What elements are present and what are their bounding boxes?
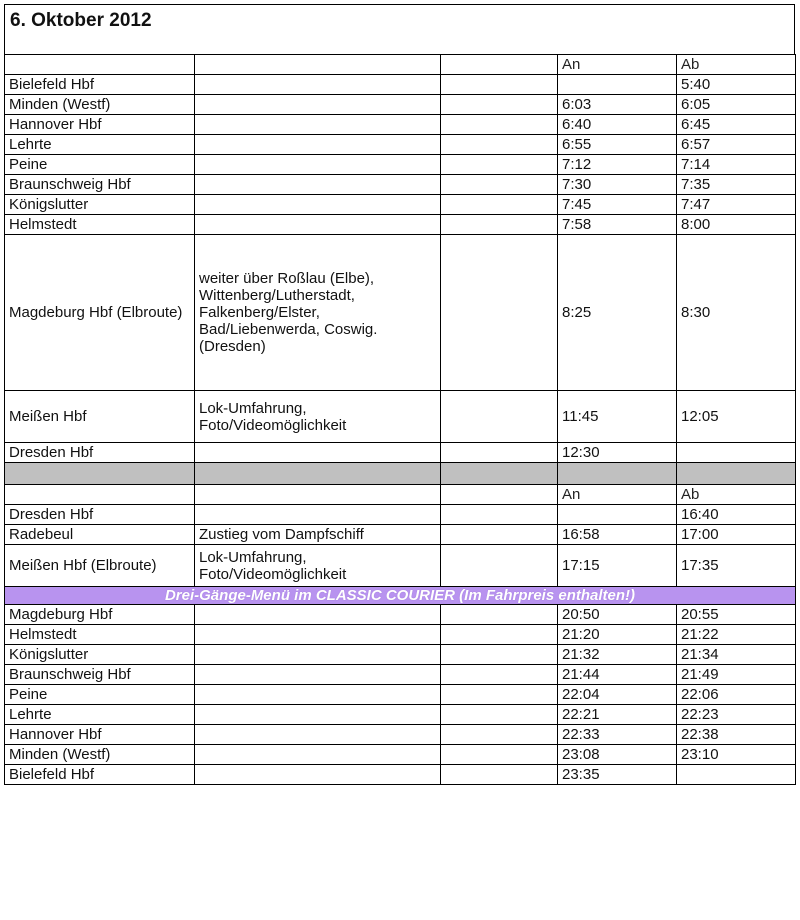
timetable-document (4, 4, 795, 785)
station-name: Helmstedt (5, 215, 195, 235)
table-row (5, 155, 796, 175)
departure-time: 21:22 (677, 625, 796, 645)
stop-note (195, 443, 441, 463)
departure-time: 6:57 (677, 135, 796, 155)
departure-time: 22:06 (677, 685, 796, 705)
header-ab: Ab (677, 55, 796, 75)
arrival-time: 8:25 (558, 235, 677, 391)
table-row (5, 765, 796, 785)
arrival-time: 23:08 (558, 745, 677, 765)
departure-time: 7:14 (677, 155, 796, 175)
departure-time: 5:40 (677, 75, 796, 95)
station-name: Lehrte (5, 705, 195, 725)
stop-note (195, 135, 441, 155)
departure-time: 21:34 (677, 645, 796, 665)
stop-note (195, 665, 441, 685)
spacer-cell (441, 391, 558, 443)
spacer-cell (441, 705, 558, 725)
departure-time: 22:23 (677, 705, 796, 725)
stop-note (195, 765, 441, 785)
spacer-cell (441, 605, 558, 625)
spacer-cell (441, 625, 558, 645)
table-row (5, 645, 796, 665)
arrival-time: 22:33 (558, 725, 677, 745)
stop-note (195, 155, 441, 175)
station-name: Dresden Hbf (5, 505, 195, 525)
station-name: Lehrte (5, 135, 195, 155)
spacer-cell (441, 745, 558, 765)
table-row (5, 625, 796, 645)
station-name: Braunschweig Hbf (5, 665, 195, 685)
departure-time: 16:40 (677, 505, 796, 525)
separator-row (5, 463, 796, 485)
station-name: Meißen Hbf (Elbroute) (5, 545, 195, 587)
stop-note: Lok-Umfahrung, Foto/Videomöglichkeit (195, 545, 441, 587)
station-name: Peine (5, 155, 195, 175)
menu-banner: Drei-Gänge-Menü im CLASSIC COURIER (Im Fahrpreis enthalten!) (5, 587, 796, 605)
station-name: Helmstedt (5, 625, 195, 645)
separator-cell (558, 463, 677, 485)
departure-time: 8:00 (677, 215, 796, 235)
arrival-time: 22:04 (558, 685, 677, 705)
separator-cell (5, 463, 195, 485)
spacer-cell (441, 95, 558, 115)
departure-time (677, 443, 796, 463)
stop-note (195, 115, 441, 135)
arrival-time: 7:30 (558, 175, 677, 195)
station-name: Königslutter (5, 645, 195, 665)
stop-note (195, 645, 441, 665)
station-name: Dresden Hbf (5, 443, 195, 463)
header-row-outbound (5, 55, 796, 75)
header-empty-cell (441, 55, 558, 75)
spacer-cell (441, 75, 558, 95)
spacer-cell (441, 235, 558, 391)
table-row (5, 135, 796, 155)
stop-note: Zustieg vom Dampfschiff (195, 525, 441, 545)
table-row (5, 115, 796, 135)
table-row (5, 745, 796, 765)
station-name: Hannover Hbf (5, 725, 195, 745)
arrival-time: 21:20 (558, 625, 677, 645)
spacer-cell (441, 115, 558, 135)
arrival-time: 20:50 (558, 605, 677, 625)
station-name: Peine (5, 685, 195, 705)
table-row (5, 75, 796, 95)
stop-note (195, 95, 441, 115)
station-name: Meißen Hbf (5, 391, 195, 443)
header-row-return (5, 485, 796, 505)
arrival-time: 6:55 (558, 135, 677, 155)
station-name: Minden (Westf) (5, 745, 195, 765)
page-title: 6. Oktober 2012 (10, 10, 152, 31)
stop-note: Lok-Umfahrung, Foto/Videomöglichkeit (195, 391, 441, 443)
station-name: Minden (Westf) (5, 95, 195, 115)
arrival-time: 6:40 (558, 115, 677, 135)
departure-time: 7:47 (677, 195, 796, 215)
stop-note (195, 625, 441, 645)
spacer-cell (441, 645, 558, 665)
arrival-time: 12:30 (558, 443, 677, 463)
spacer-cell (441, 525, 558, 545)
table-row (5, 525, 796, 545)
station-name: Bielefeld Hbf (5, 765, 195, 785)
departure-time: 8:30 (677, 235, 796, 391)
table-row (5, 215, 796, 235)
header-empty-cell (441, 485, 558, 505)
stop-note (195, 725, 441, 745)
table-row (5, 235, 796, 391)
arrival-time: 11:45 (558, 391, 677, 443)
table-row (5, 705, 796, 725)
separator-cell (195, 463, 441, 485)
arrival-time: 22:21 (558, 705, 677, 725)
arrival-time: 16:58 (558, 525, 677, 545)
spacer-cell (441, 155, 558, 175)
header-an: An (558, 55, 677, 75)
table-row (5, 95, 796, 115)
stop-note (195, 75, 441, 95)
table-row (5, 505, 796, 525)
table-row (5, 175, 796, 195)
spacer-cell (441, 195, 558, 215)
title-box (4, 4, 795, 54)
station-name: Hannover Hbf (5, 115, 195, 135)
spacer-cell (441, 665, 558, 685)
spacer-cell (441, 215, 558, 235)
stop-note (195, 215, 441, 235)
arrival-time: 6:03 (558, 95, 677, 115)
departure-time: 6:05 (677, 95, 796, 115)
table-row (5, 545, 796, 587)
station-name: Magdeburg Hbf (5, 605, 195, 625)
stop-note (195, 175, 441, 195)
spacer-cell (441, 765, 558, 785)
stop-note (195, 605, 441, 625)
departure-time: 6:45 (677, 115, 796, 135)
table-row (5, 605, 796, 625)
spacer-cell (441, 135, 558, 155)
spacer-cell (441, 175, 558, 195)
stop-note (195, 505, 441, 525)
departure-time: 17:00 (677, 525, 796, 545)
arrival-time (558, 75, 677, 95)
header-note-cell (195, 55, 441, 75)
header-note-cell (195, 485, 441, 505)
table-row (5, 391, 796, 443)
spacer-cell (441, 725, 558, 745)
arrival-time: 7:45 (558, 195, 677, 215)
spacer-cell (441, 685, 558, 705)
stop-note (195, 745, 441, 765)
arrival-time: 7:12 (558, 155, 677, 175)
arrival-time: 21:32 (558, 645, 677, 665)
header-ab: Ab (677, 485, 796, 505)
header-an: An (558, 485, 677, 505)
arrival-time: 21:44 (558, 665, 677, 685)
departure-time: 21:49 (677, 665, 796, 685)
spacer-cell (441, 545, 558, 587)
separator-cell (441, 463, 558, 485)
stop-note (195, 195, 441, 215)
arrival-time: 17:15 (558, 545, 677, 587)
header-station-cell (5, 55, 195, 75)
table-row (5, 443, 796, 463)
table-row (5, 725, 796, 745)
departure-time: 12:05 (677, 391, 796, 443)
stop-note (195, 705, 441, 725)
spacer-cell (441, 505, 558, 525)
timetable (4, 54, 796, 785)
station-name: Königslutter (5, 195, 195, 215)
arrival-time: 23:35 (558, 765, 677, 785)
table-row (5, 665, 796, 685)
menu-banner-row (5, 587, 796, 605)
station-name: Radebeul (5, 525, 195, 545)
departure-time: 17:35 (677, 545, 796, 587)
departure-time: 23:10 (677, 745, 796, 765)
table-row (5, 685, 796, 705)
stop-note: weiter über Roßlau (Elbe), Wittenberg/Lutherstadt, Falkenberg/Elster, Bad/Liebenwerda, Coswig.(Dresden) (195, 235, 441, 391)
arrival-time: 7:58 (558, 215, 677, 235)
station-name: Bielefeld Hbf (5, 75, 195, 95)
table-row (5, 195, 796, 215)
spacer-cell (441, 443, 558, 463)
stop-note (195, 685, 441, 705)
departure-time: 7:35 (677, 175, 796, 195)
departure-time (677, 765, 796, 785)
departure-time: 20:55 (677, 605, 796, 625)
station-name: Magdeburg Hbf (Elbroute) (5, 235, 195, 391)
header-station-cell (5, 485, 195, 505)
departure-time: 22:38 (677, 725, 796, 745)
separator-cell (677, 463, 796, 485)
arrival-time (558, 505, 677, 525)
station-name: Braunschweig Hbf (5, 175, 195, 195)
